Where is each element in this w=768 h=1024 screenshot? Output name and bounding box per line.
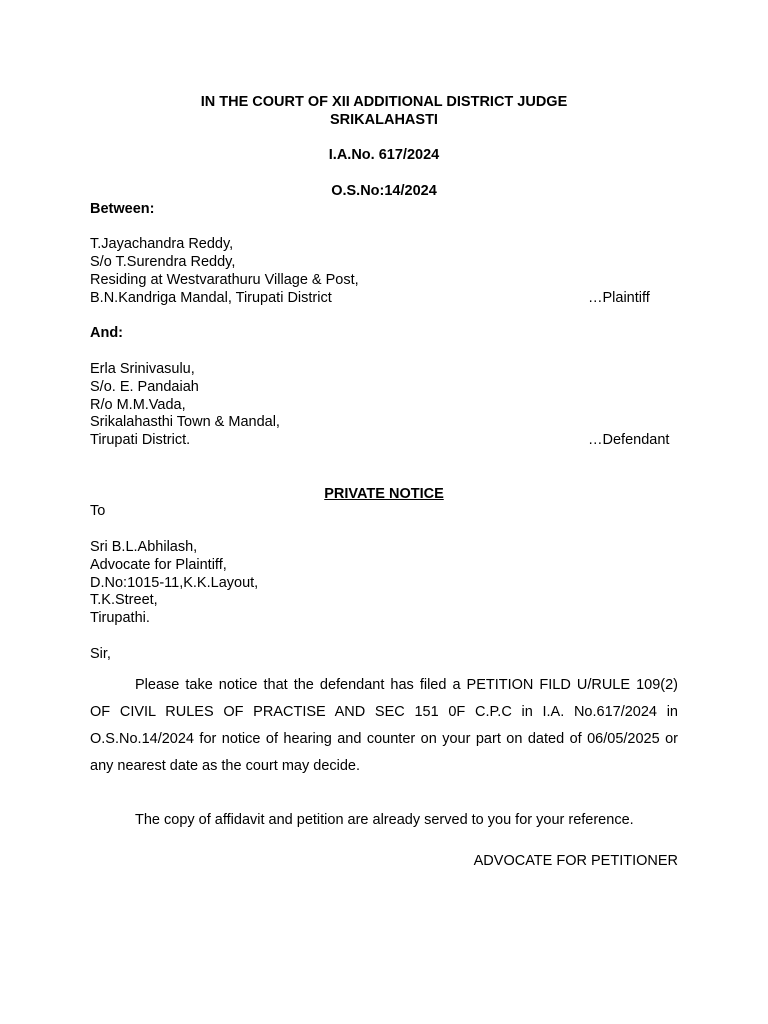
signature-line: ADVOCATE FOR PETITIONER [473, 852, 678, 869]
plaintiff-name: T.Jayachandra Reddy, [90, 236, 234, 253]
notice-title: PRIVATE NOTICE [324, 485, 444, 502]
between-label: Between: [90, 200, 155, 217]
and-label: And: [90, 325, 124, 342]
defendant-town: Srikalahasthi Town & Mandal, [90, 414, 280, 431]
notice-content [90, 94, 678, 870]
salutation: Sir, [90, 645, 111, 662]
recipient-city: Tirupathi. [90, 610, 150, 627]
defendant-name: Erla Srinivasulu, [90, 360, 195, 377]
court-heading [90, 94, 678, 130]
plaintiff-district-row [90, 290, 678, 308]
plaintiff-parentage: S/o T.Surendra Reddy, [90, 254, 236, 271]
defendant-district: Tirupati District. [90, 432, 191, 449]
notice-body-paragraph: Please take notice that the defendant has filed a PETITION FILD U/RULE 109(2) OF CIVIL RULES OF PRACTISE AND SEC 151 0F C.P.C in I.A. No.617/2024 in O.S.No.14/2024 for notice of hearing and counter on your part on dated of 06/05/2025 or any nearest date as the court may decide. [90, 676, 678, 774]
court-location: SRIKALAHASTI [330, 111, 438, 128]
defendant-district-row [90, 432, 678, 450]
to-label: To [90, 503, 106, 520]
plaintiff-residence: Residing at Westvarathuru Village & Post, [90, 271, 359, 288]
ia-number: I.A.No. 617/2024 [328, 147, 440, 164]
defendant-role: …Defendant [588, 432, 670, 449]
recipient-door-number: D.No:1015-11,K.K.Layout, [90, 574, 259, 591]
recipient-street: T.K.Street, [90, 592, 158, 609]
recipient-designation: Advocate for Plaintiff, [90, 556, 227, 573]
os-number: O.S.No:14/2024 [331, 182, 437, 199]
plaintiff-role: …Plaintiff [588, 289, 650, 306]
court-name: IN THE COURT OF XII ADDITIONAL DISTRICT JUDGE [200, 94, 568, 110]
plaintiff-block [90, 236, 678, 307]
recipient-name: Sri B.L.Abhilash, [90, 538, 198, 555]
defendant-residence: R/o M.M.Vada, [90, 396, 186, 413]
recipient-block [90, 539, 678, 628]
plaintiff-district: B.N.Kandriga Mandal, Tirupati District [90, 289, 332, 306]
notice-copy-paragraph: The copy of affidavit and petition are already served to you for your reference. [135, 811, 634, 828]
defendant-parentage: S/o. E. Pandaiah [90, 378, 199, 395]
defendant-block [90, 361, 678, 450]
